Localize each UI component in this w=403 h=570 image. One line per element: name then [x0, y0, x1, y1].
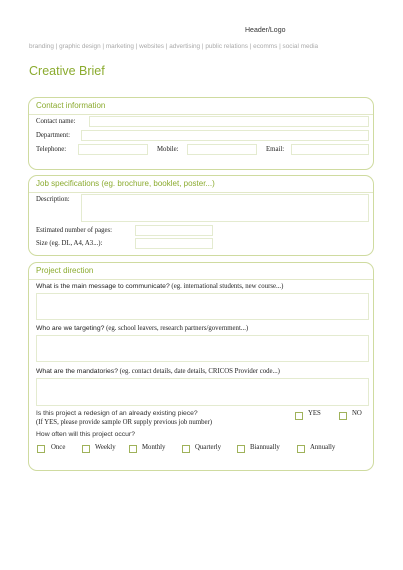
frequency-weekly-checkbox[interactable]	[82, 445, 90, 453]
header-logo: Header/Logo	[245, 27, 286, 34]
mobile-field[interactable]	[187, 144, 257, 155]
department-label: Department:	[36, 132, 70, 139]
services-nav: branding | graphic design | marketing | websites | advertising | public relations | ecomms | social media	[29, 43, 319, 50]
contact-name-label: Contact name:	[36, 118, 76, 125]
frequency-quarterly-label: Quarterly	[195, 444, 222, 451]
frequency-question: How often will this project occur?	[36, 431, 135, 438]
department-field[interactable]	[81, 130, 369, 141]
frequency-once-label: Once	[51, 444, 66, 451]
main-message-field[interactable]	[36, 293, 369, 320]
size-label: Size (eg. DL, A4, A3...):	[36, 240, 103, 247]
project-section-title: Project direction	[36, 266, 94, 275]
q1-hint: (eg. international students, new course...)	[169, 283, 284, 290]
redesign-no-label: NO	[352, 410, 362, 417]
frequency-quarterly-checkbox[interactable]	[182, 445, 190, 453]
frequency-weekly-label: Weekly	[95, 444, 116, 451]
q2-label	[36, 325, 248, 332]
page-title: Creative Brief	[29, 64, 105, 78]
targeting-field[interactable]	[36, 335, 369, 362]
frequency-biannually-label: Biannually	[250, 444, 280, 451]
frequency-monthly-label: Monthly	[142, 444, 166, 451]
contact-section-title: Contact information	[36, 101, 106, 110]
project-section	[28, 262, 374, 471]
mobile-label: Mobile:	[157, 146, 179, 153]
description-label: Description:	[36, 196, 70, 203]
frequency-biannually-checkbox[interactable]	[237, 445, 245, 453]
contact-section	[28, 97, 374, 170]
size-field[interactable]	[135, 238, 213, 249]
q2-hint: (eg. school leavers, research partners/government...)	[104, 325, 249, 332]
description-field[interactable]	[81, 194, 369, 222]
email-label: Email:	[266, 146, 285, 153]
frequency-once-checkbox[interactable]	[37, 445, 45, 453]
q2-main: Who are we targeting?	[36, 325, 105, 332]
frequency-annually-label: Annually	[310, 444, 336, 451]
redesign-yes-label: YES	[308, 410, 321, 417]
job-section	[28, 175, 374, 256]
contact-name-field[interactable]	[89, 116, 369, 127]
q3-main: What are the mandatories?	[36, 368, 118, 375]
q3-hint: (eg. contact details, date details, CRICOS Provider code...)	[117, 368, 280, 375]
q1-main: What is the main message to communicate?	[36, 283, 170, 290]
pages-field[interactable]	[135, 225, 213, 236]
redesign-note: (If YES, please provide sample OR supply previous job number)	[36, 419, 213, 426]
frequency-annually-checkbox[interactable]	[297, 445, 305, 453]
mandatories-field[interactable]	[36, 378, 369, 406]
q1-label	[36, 283, 283, 290]
redesign-no-checkbox[interactable]	[339, 412, 347, 420]
telephone-label: Telephone:	[36, 146, 67, 153]
redesign-yes-checkbox[interactable]	[295, 412, 303, 420]
redesign-question: Is this project a redesign of an already existing piece?	[36, 410, 198, 417]
telephone-field[interactable]	[78, 144, 148, 155]
pages-label: Estimated number of pages:	[36, 227, 113, 234]
email-field[interactable]	[291, 144, 369, 155]
job-section-title: Job specifications (eg. brochure, booklet, poster...)	[36, 179, 215, 188]
q3-label	[36, 368, 280, 375]
frequency-monthly-checkbox[interactable]	[129, 445, 137, 453]
